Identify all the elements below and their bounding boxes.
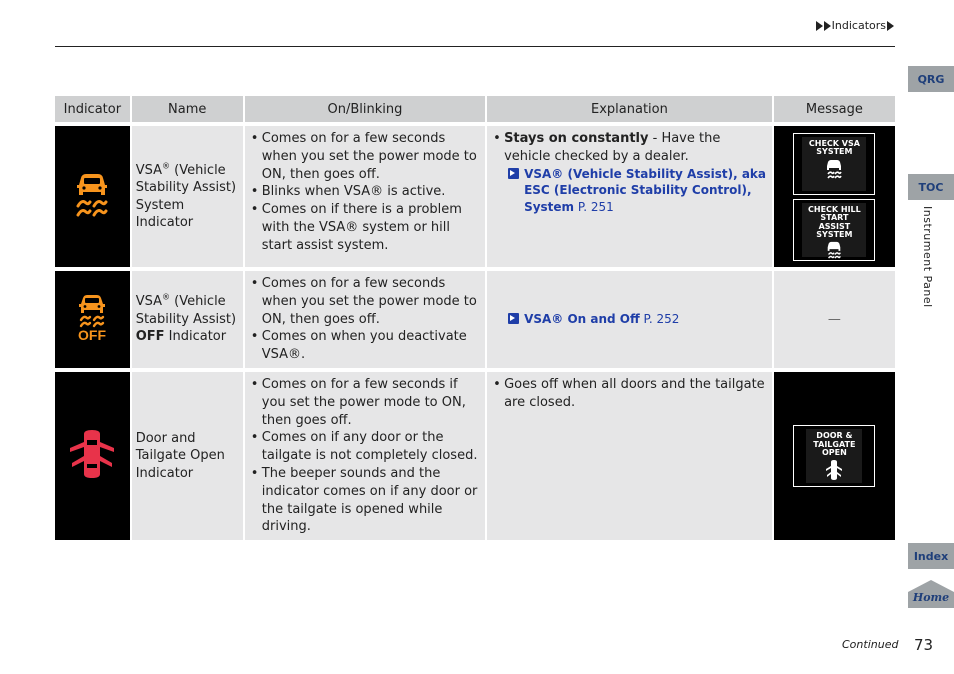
header-on-blinking: On/Blinking: [245, 96, 485, 126]
list-item: • The beeper sounds and the indicator comes on if any door or the tailgate is opened while driving.: [248, 465, 481, 536]
vsa-off-label: OFF: [78, 327, 107, 342]
indicator-table: [53, 96, 897, 544]
qrg-button[interactable]: QRG: [908, 66, 954, 92]
reference-title[interactable]: VSA® On and Off: [524, 312, 640, 327]
list-item: • Blinks when VSA® is active.: [248, 183, 481, 201]
list-item: [490, 130, 768, 166]
vsa-skid-icon: [74, 172, 110, 218]
page-number: 73: [914, 636, 934, 654]
name-cell: [132, 372, 243, 544]
list-item: • Comes on if any door or the tailgate is not completely closed.: [248, 429, 481, 465]
toc-button[interactable]: TOC: [908, 174, 954, 200]
continued-label: Continued: [842, 638, 899, 651]
header-name: Name: [132, 96, 243, 126]
reference-arrow-icon: [508, 168, 519, 179]
list-item: • Comes on for a few seconds when you set the power mode to ON, then goes off.: [248, 130, 481, 183]
message-text: CHECK HILL START ASSIST SYSTEM: [808, 204, 861, 239]
reference-page[interactable]: P. 252: [639, 312, 680, 327]
list-item: • Comes on for a few seconds if you set the power mode to ON, then goes off.: [248, 376, 481, 429]
list-item: • Comes on for a few seconds when you set the power mode to ON, then goes off.: [248, 275, 481, 328]
indicator-cell: [55, 271, 130, 372]
name-cell: VSA® (Vehicle Stability Assist) OFF Indicator: [132, 271, 243, 372]
breadcrumb-arrow-icon: [824, 21, 831, 31]
explanation-cell: [487, 372, 772, 544]
list-item: • Comes on when you deactivate VSA®.: [248, 328, 481, 364]
table-header-row: [55, 96, 895, 126]
cross-reference-link[interactable]: [524, 166, 768, 216]
vsa-off-name-part-a: VSA: [135, 294, 162, 310]
vsa-name-part-b: (Vehicle Stability Assist) System Indicator: [135, 162, 237, 230]
table-row: [55, 126, 895, 271]
header-message: Message: [774, 96, 895, 126]
on-blinking-cell: [245, 372, 485, 544]
vsa-skid-icon: [824, 159, 844, 179]
on-blinking-cell: [245, 126, 485, 271]
table-row: [55, 271, 895, 372]
name-cell: VSA® (Vehicle Stability Assist) System Indicator: [132, 126, 243, 271]
cross-reference-link[interactable]: [524, 311, 768, 328]
reference-arrow-icon: [508, 313, 519, 324]
breadcrumb[interactable]: [816, 19, 894, 32]
reference-page[interactable]: P. 251: [574, 199, 614, 214]
door-name: Door and Tailgate Open Indicator: [135, 430, 225, 481]
breadcrumb-arrow-icon: [887, 21, 894, 31]
door-open-icon: [67, 428, 117, 480]
list-item: • Goes off when all doors and the tailgate are closed.: [490, 376, 768, 412]
explanation-bold: Stays on constantly: [504, 131, 649, 146]
vsa-off-name-part-c: Indicator: [164, 329, 227, 345]
message-display: [793, 425, 875, 487]
message-display: [793, 133, 875, 195]
explanation-cell: [487, 271, 772, 372]
header-indicator: Indicator: [55, 96, 130, 126]
indicator-cell: [55, 126, 130, 271]
message-text: CHECK VSA SYSTEM: [808, 138, 860, 156]
door-open-icon: [825, 459, 843, 481]
message-cell: [774, 126, 895, 271]
vsa-name-part-a: VSA: [135, 162, 162, 178]
explanation-text: - Have the vehicle checked by a dealer.: [504, 131, 721, 164]
no-message-dash: —: [827, 311, 841, 327]
message-display: [793, 199, 875, 261]
explanation-cell: [487, 126, 772, 271]
section-label: Instrument Panel: [921, 206, 934, 308]
reference-title[interactable]: VSA® (Vehicle Stability Assist), aka ESC (Electronic Stability Control), System: [524, 166, 767, 214]
header-divider: [55, 46, 895, 47]
table-row: [55, 372, 895, 544]
home-label: Home: [912, 591, 950, 604]
vsa-off-name-bold: OFF: [135, 329, 165, 345]
vsa-skid-icon: [824, 241, 844, 259]
breadcrumb-arrow-icon: [816, 21, 823, 31]
home-button[interactable]: [908, 580, 954, 608]
vsa-off-icon: [74, 293, 110, 341]
message-cell: [774, 372, 895, 544]
list-item: • Comes on if there is a problem with the VSA® system or hill start assist system.: [248, 201, 481, 254]
breadcrumb-label[interactable]: Indicators: [831, 19, 886, 32]
index-button[interactable]: Index: [908, 543, 954, 569]
message-cell: [774, 271, 895, 372]
home-icon: [908, 580, 954, 608]
vsa-off-name-part-b: (Vehicle Stability Assist): [135, 294, 237, 327]
header-explanation: Explanation: [487, 96, 772, 126]
indicator-cell: [55, 372, 130, 544]
on-blinking-cell: [245, 271, 485, 372]
message-text: DOOR & TAILGATE OPEN: [813, 431, 856, 458]
